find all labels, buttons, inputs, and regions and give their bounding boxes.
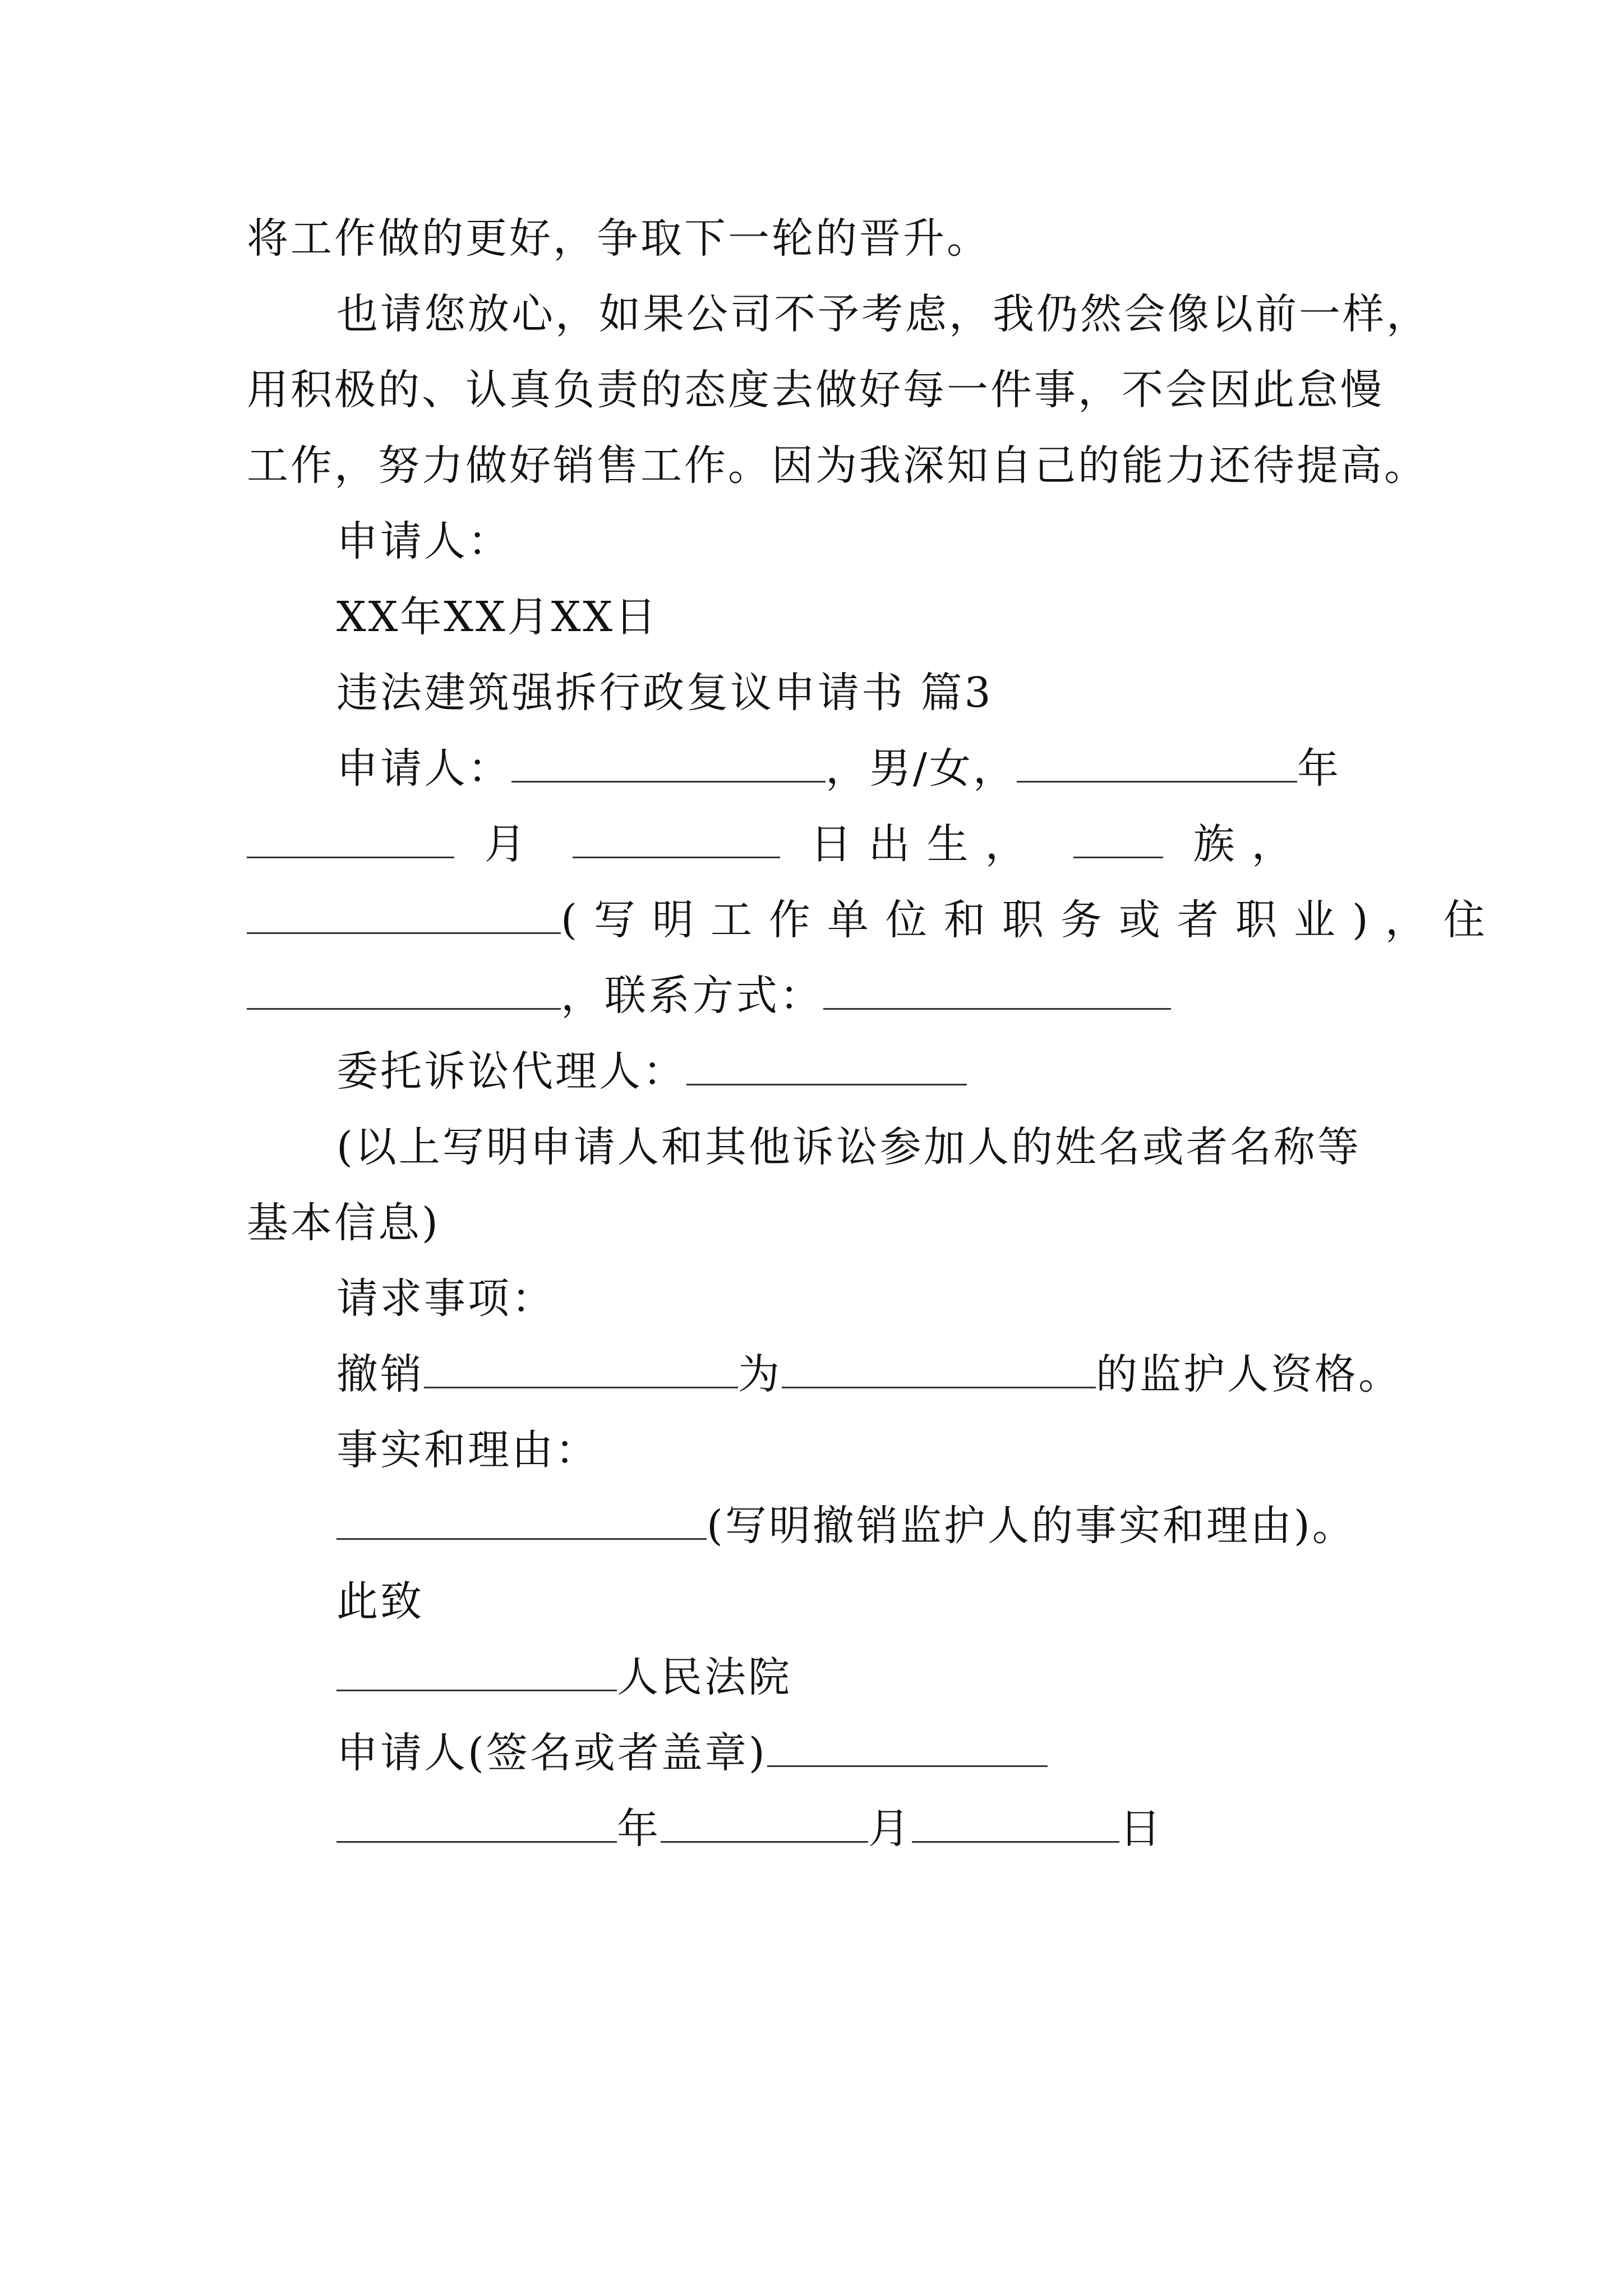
revoke-line: 撤销 为 的监护人资格。 bbox=[336, 1335, 1391, 1414]
applicant-label: 申请人： bbox=[336, 517, 511, 565]
facts-line: (写明撤销监护人的事实和理由)。 bbox=[336, 1487, 1391, 1565]
agent-blank bbox=[686, 1042, 967, 1085]
address-blank bbox=[247, 967, 561, 1010]
sign-date-line: 年 月 日 bbox=[336, 1789, 1391, 1868]
salute-line: 此致 bbox=[336, 1577, 424, 1626]
ethnic-blank bbox=[1073, 815, 1163, 858]
name-blank bbox=[511, 739, 826, 783]
court-blank bbox=[336, 1648, 617, 1691]
court-line: 人民法院 bbox=[336, 1638, 1391, 1717]
facts-blank bbox=[336, 1497, 707, 1540]
year-blank bbox=[1017, 739, 1297, 783]
agent-line: 委托诉讼代理人： bbox=[336, 1032, 1391, 1111]
paragraph-line: 也请您放心，如果公司不予考虑，我仍然会像以前一样， bbox=[336, 290, 1430, 338]
signature-blank bbox=[767, 1724, 1048, 1767]
form-address-line: ，联系方式： bbox=[247, 956, 1391, 1035]
form-birth-line: 月 日出生， 族， bbox=[247, 805, 1391, 884]
job-blank bbox=[247, 891, 561, 934]
form-job-line: (写明工作单位和职务或者职业)，住 bbox=[247, 881, 1391, 959]
facts-label: 事实和理由： bbox=[336, 1426, 599, 1474]
sign-month-blank bbox=[661, 1800, 868, 1843]
section-title: 违法建筑强拆行政复议申请书 篇3 bbox=[336, 669, 993, 717]
paragraph-line: 将工作做的更好，争取下一轮的晋升。 bbox=[247, 214, 990, 263]
sign-year-blank bbox=[336, 1800, 617, 1843]
day-blank bbox=[573, 815, 780, 858]
revoke-blank bbox=[424, 1345, 738, 1388]
signature-line: 申请人(签名或者盖章) bbox=[336, 1714, 1391, 1792]
note-line: (以上写明申请人和其他诉讼参加人的姓名或者名称等 bbox=[336, 1123, 1361, 1171]
contact-blank bbox=[823, 967, 1171, 1010]
paragraph-line: 用积极的、认真负责的态度去做好每一件事，不会因此怠慢 bbox=[247, 366, 1384, 414]
note-line: 基本信息) bbox=[247, 1199, 440, 1247]
sign-day-blank bbox=[912, 1800, 1119, 1843]
request-label: 请求事项： bbox=[336, 1274, 555, 1323]
month-blank bbox=[247, 815, 454, 858]
guardian-blank bbox=[782, 1345, 1096, 1388]
date-line: XX年XX月XX日 bbox=[336, 593, 659, 641]
form-applicant-line: 申请人： ，男/女， 年 bbox=[336, 729, 1391, 808]
paragraph-line: 工作，努力做好销售工作。因为我深知自己的能力还待提高。 bbox=[247, 441, 1428, 490]
